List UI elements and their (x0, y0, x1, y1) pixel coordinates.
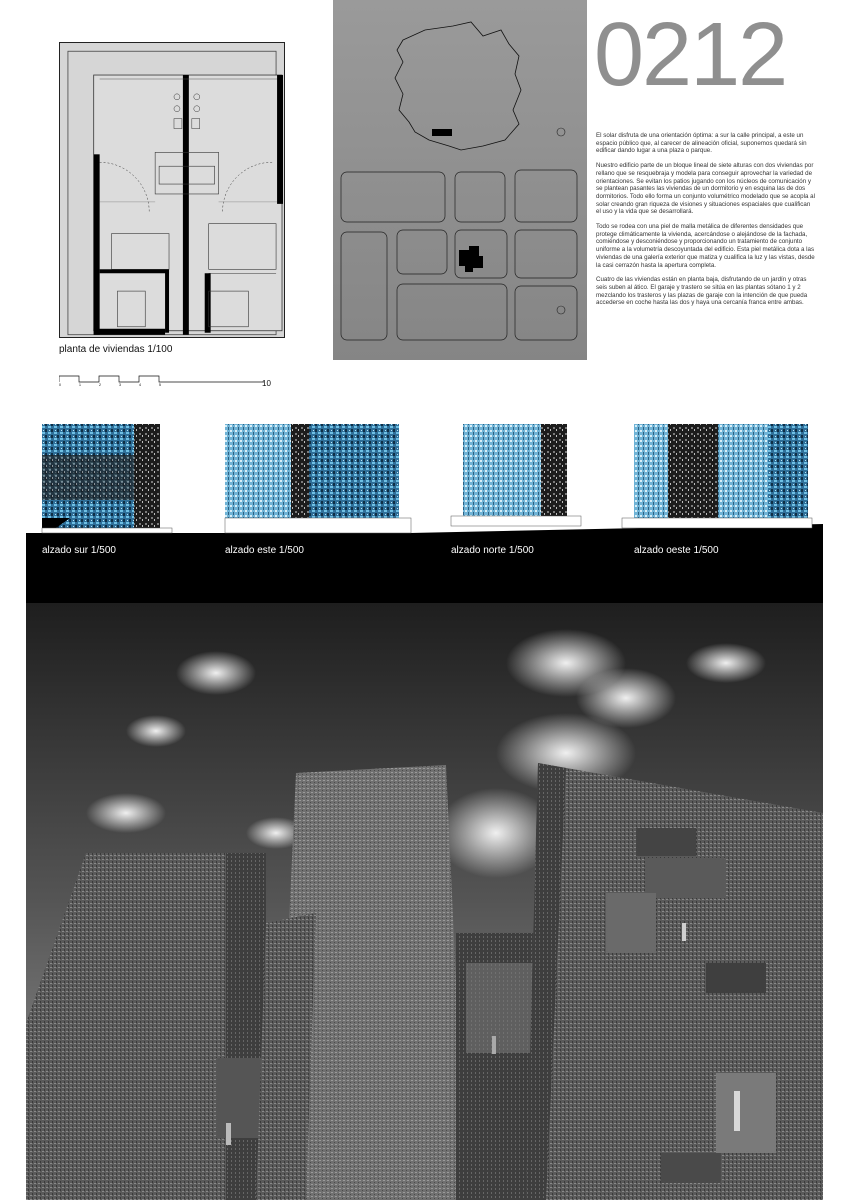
floor-plan-label: planta de viviendas 1/100 (59, 344, 173, 355)
scale-end-label: 10 (262, 379, 271, 388)
scale-tick: 0 (59, 383, 61, 387)
description-paragraph: Todo se rodea con una piel de malla metálica de diferentes densidades que protege climáticamente la vivienda, acercándose o alejándose de la fachada, comiéndose y desconiéndose y proporcionando un tratamiento de conjunto uniforme a la volumetría descoyuntada del edificio. Esta piel metálica dota a las viviendas de una galería exterior que matiza y cualifica la luz y las vistas, desde la casi cerrazón hasta la apertura completa. (596, 223, 815, 269)
description-paragraph: Nuestro edificio parte de un bloque lineal de siete alturas con dos viviendas por rellano que se resquebraja y modela para conseguir aprovechar la variedad de orientaciones. Se evitan los patios jugando con los núcleos de comunicación y se plantean pasantes las viviendas de un dormitorio y en esquina las de dos dormitorios. Todo ello forma un conjunto volumétrico modelado que se acopla al solar creando gran riqueza de visiones y situaciones espaciales que cualifican el uso y la vida que se desarrollará. (596, 162, 815, 216)
scale-tick: 3 (119, 383, 121, 387)
description-paragraph: El solar disfruta de una orientación óptima: a sur la calle principal, a este un espacio público que, al carecer de alineación oficial, suponemos quedará sin edificar dando lugar a una plaza o parque. (596, 132, 807, 155)
scale-tick: 4 (139, 383, 141, 387)
elevation-south-label: alzado sur 1/500 (42, 545, 116, 556)
elevation-east-label: alzado este 1/500 (225, 545, 304, 556)
scale-tick: 2 (99, 383, 101, 387)
building-render-image (26, 603, 823, 1200)
elevation-north-label: alzado norte 1/500 (451, 545, 534, 556)
project-code: 0212 (594, 5, 787, 105)
description-paragraph: Cuatro de las viviendas están en planta baja, disfrutando de un jardín y otras seis suben al ático. El garaje y trastero se sitúa en las plantas sótano 1 y 2 mezclando los trasteros y las plazas de garaje con la intención de que pueda accederse en coche hasta las dos y haya una cercanía franca entre ambas. (596, 276, 808, 307)
elevation-west-label: alzado oeste 1/500 (634, 545, 719, 556)
scale-tick: 5 (159, 383, 161, 387)
scale-tick: 1 (79, 383, 81, 387)
